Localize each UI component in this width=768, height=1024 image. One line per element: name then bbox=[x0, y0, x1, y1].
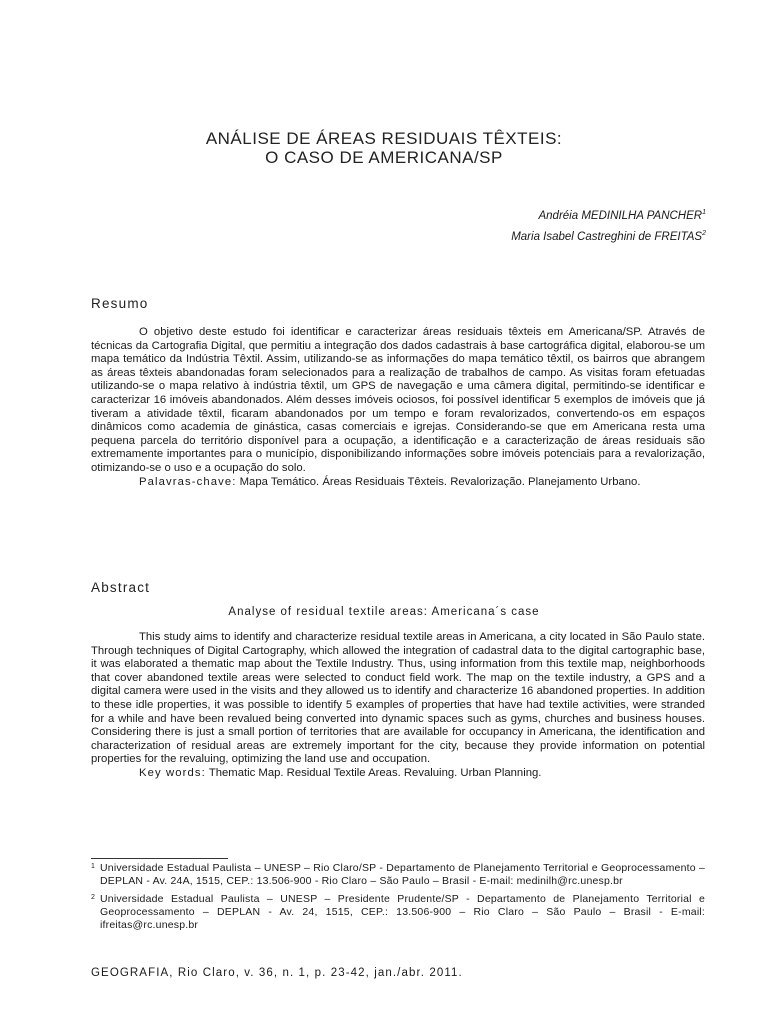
resumo-keywords bbox=[91, 476, 705, 490]
keywords-text: Mapa Temático. Áreas Residuais Têxteis. Revalorização. Planejamento Urbano. bbox=[236, 475, 641, 488]
keywords-label: Palavras-chave: bbox=[139, 475, 237, 488]
title-line-2: O CASO DE AMERICANA/SP bbox=[265, 148, 503, 167]
author-2 bbox=[511, 225, 706, 246]
paper-title bbox=[0, 129, 768, 167]
abstract-subtitle: Analyse of residual textile areas: Americana´s case bbox=[228, 606, 540, 618]
keywords-label: Key words: bbox=[139, 766, 206, 779]
author-name: Maria Isabel Castreghini de FREITAS bbox=[511, 230, 703, 243]
journal-citation-footer: GEOGRAFIA, Rio Claro, v. 36, n. 1, p. 23-42, jan./abr. 2011. bbox=[91, 967, 463, 979]
resumo-body bbox=[91, 326, 705, 489]
footnote-divider bbox=[91, 858, 228, 859]
author-name: Andréia MEDINILHA PANCHER bbox=[538, 209, 703, 222]
footnote-2 bbox=[91, 893, 705, 932]
footnote-mark: 2 bbox=[91, 894, 96, 901]
footnote-text: Universidade Estadual Paulista – UNESP – Rio Claro/SP - Departamento de Planejamento Territorial e Geoprocessamento – DEPLAN - Av. 24A, 1515, CEP.: 13.506-900 - Rio Claro – São Paulo – Brasil - E-mail: medinilh@rc.unesp.br bbox=[100, 862, 705, 887]
abstract-heading: Abstract bbox=[91, 580, 151, 595]
abstract-paragraph: This study aims to identify and characterize residual textile areas in Americana, a city located in São Paulo state. Through techniques of Digital Cartography, which allowed the integration of cadastral data to the digital cartographic base, it was elaborated a thematic map about the Textile Industry. Thus, using information from this textile map, neighborhoods that cover abandoned textile areas were selected to conduct field work. The map on the textile industry, a GPS and a digital camera were used in the visits and they allowed us to identify and characterize 16 abandoned properties. In addition to these idle properties, it was possible to identify 5 examples of properties that have had textile activities, were stranded for a while and have been revalued being converted into dynamic spaces such as gyms, churches and business houses. Considering there is just a small portion of territories that are available for occupancy in Americana, the identification and characterization of residual areas are extremely important for the city, because they provide information on potential properties for the revaluing, optimizing the land use and occupation. bbox=[91, 631, 705, 766]
abstract-body bbox=[91, 631, 705, 781]
resumo-paragraph: O objetivo deste estudo foi identificar e caracterizar áreas residuais têxteis em Americana/SP. Através de técnicas da Cartografia Digital, que permitiu a integração dos dados cadastrais à base cartográfica digital, elaborou-se um mapa temático da Indústria Têxtil. Assim, utilizando-se as informações do mapa temático têxtil, os bairros que abrangem as áreas têxteis abandonadas foram selecionados para a realização de trabalhos de campo. As visitas foram efetuadas utilizando-se o mapa relativo à indústria têxtil, um GPS de navegação e uma câmera digital, permitindo-se identificar e caracterizar 16 imóveis abandonados. Além desses imóveis ociosos, foi possível identificar 5 exemplos de imóveis que já tiveram a atividade têxtil, ficaram abandonados por um tempo e foram revalorizados, convertendo-os em espaços dinâmicos como academia de ginástica, casas comerciais e igrejas. Considerando-se que em Americana resta uma pequena parcela do território disponível para a ocupação, a identificação e a caracterização de áreas residuais são extremamente importantes para o município, disponibilizando informações sobre imóveis potenciais para a revalorização, otimizando-se o uso e a ocupação do solo. bbox=[91, 326, 705, 474]
footnote-1 bbox=[91, 862, 705, 888]
author-list bbox=[511, 204, 706, 246]
title-line-1: ANÁLISE DE ÁREAS RESIDUAIS TÊXTEIS: bbox=[205, 129, 563, 148]
resumo-heading: Resumo bbox=[91, 296, 149, 311]
footnotes bbox=[91, 862, 705, 937]
footnote-mark: 1 bbox=[91, 863, 96, 870]
author-footnote-mark: 1 bbox=[702, 209, 706, 216]
footnote-text: Universidade Estadual Paulista – UNESP – Presidente Prudente/SP - Departamento de Planejamento Territorial e Geoprocessamento – DEPLAN - Av. 24, 1515, CEP.: 13.506-900 – Rio Claro – São Paulo – Brasil - E-mail: ifreitas@rc.unesp.br bbox=[100, 893, 705, 931]
abstract-keywords bbox=[91, 767, 705, 781]
keywords-text: Thematic Map. Residual Textile Areas. Revaluing. Urban Planning. bbox=[205, 766, 542, 779]
author-1 bbox=[511, 204, 706, 225]
author-footnote-mark: 2 bbox=[702, 229, 706, 237]
